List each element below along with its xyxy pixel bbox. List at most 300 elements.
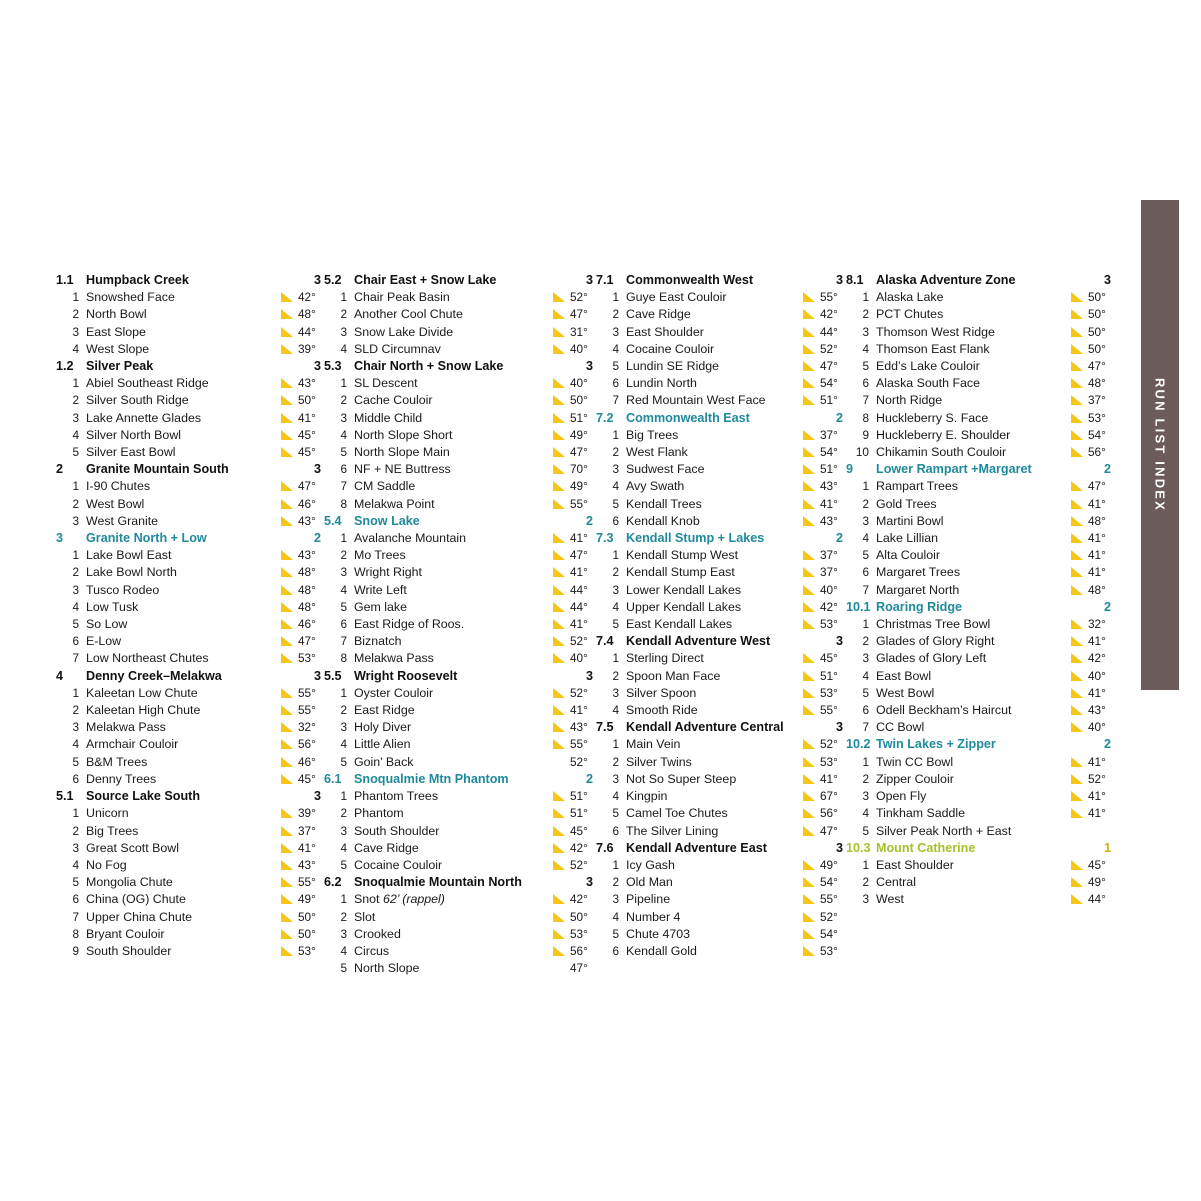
run-name: Alta Couloir — [876, 548, 941, 563]
zone-heading[interactable] — [56, 530, 324, 547]
run-row[interactable] — [56, 341, 324, 358]
run-index: 4 — [340, 737, 347, 752]
run-name: Low Northeast Chutes — [86, 651, 209, 666]
slope-angle-icon — [281, 567, 293, 577]
run-row[interactable] — [324, 719, 596, 736]
zone-number: 9 — [846, 462, 854, 477]
slope-angle-icon — [1071, 395, 1083, 405]
zone-heading[interactable] — [56, 788, 324, 805]
zone-heading[interactable] — [324, 358, 596, 375]
run-angle-value: 41° — [820, 771, 838, 786]
run-row[interactable] — [596, 564, 846, 581]
run-row[interactable] — [596, 599, 846, 616]
run-row[interactable] — [324, 375, 596, 392]
run-row[interactable] — [846, 788, 1114, 805]
run-row[interactable] — [324, 564, 596, 581]
run-row[interactable] — [596, 547, 846, 564]
run-row[interactable] — [56, 564, 324, 581]
run-index: 1 — [612, 548, 619, 563]
run-angle — [268, 341, 324, 358]
run-angle-value: 53° — [298, 943, 316, 958]
run-name: Melakwa Point — [354, 496, 435, 511]
run-index: 1 — [72, 685, 79, 700]
run-row[interactable] — [56, 410, 324, 427]
slope-angle-icon — [553, 739, 565, 749]
run-name: Red Mountain West Face — [626, 393, 766, 408]
run-row[interactable] — [56, 547, 324, 564]
run-name: Big Trees — [626, 427, 679, 442]
run-row[interactable] — [846, 650, 1114, 667]
run-row[interactable] — [596, 943, 846, 960]
slope-angle-icon — [553, 327, 565, 337]
run-row[interactable] — [846, 823, 1114, 840]
zone-heading[interactable] — [846, 736, 1114, 753]
zone-heading[interactable] — [324, 771, 596, 788]
run-row[interactable] — [596, 754, 846, 771]
run-angle-value: 56° — [298, 737, 316, 752]
run-angle-value: 53° — [298, 651, 316, 666]
run-row[interactable] — [596, 289, 846, 306]
run-row[interactable] — [56, 736, 324, 753]
run-row[interactable] — [324, 616, 596, 633]
run-index: 3 — [72, 720, 79, 735]
run-row[interactable] — [56, 633, 324, 650]
run-row[interactable] — [596, 375, 846, 392]
run-row[interactable] — [324, 582, 596, 599]
slope-angle-icon — [281, 481, 293, 491]
run-row[interactable] — [846, 719, 1114, 736]
run-row[interactable] — [324, 599, 596, 616]
slope-angle-icon — [553, 344, 565, 354]
zone-count: 2 — [835, 410, 843, 425]
run-index: 6 — [612, 513, 619, 528]
run-row[interactable] — [56, 616, 324, 633]
run-angle — [268, 444, 324, 461]
run-row[interactable] — [56, 943, 324, 960]
run-name: Phantom Trees — [354, 789, 439, 804]
run-index: 4 — [72, 737, 79, 752]
slope-angle-icon — [803, 292, 815, 302]
run-angle-value: 52° — [820, 737, 838, 752]
zone-heading[interactable] — [56, 272, 324, 289]
run-index: 4 — [340, 427, 347, 442]
run-angle-value: 37° — [820, 548, 838, 563]
run-name: Main Vein — [626, 737, 681, 752]
run-name: Twin CC Bowl — [876, 754, 954, 769]
run-angle-value: 43° — [298, 376, 316, 391]
run-row[interactable] — [324, 461, 596, 478]
slope-angle-icon — [803, 499, 815, 509]
run-row[interactable] — [56, 823, 324, 840]
run-index: 1 — [340, 376, 347, 391]
run-row[interactable] — [324, 478, 596, 495]
run-angle — [540, 909, 596, 926]
run-row[interactable] — [56, 874, 324, 891]
run-angle — [540, 427, 596, 444]
slope-angle-icon — [281, 344, 293, 354]
run-row[interactable] — [846, 324, 1114, 341]
run-row[interactable] — [596, 926, 846, 943]
run-index: 9 — [862, 427, 869, 442]
zone-count: 2 — [835, 531, 843, 546]
run-row[interactable] — [56, 891, 324, 908]
run-row[interactable] — [324, 736, 596, 753]
run-row[interactable] — [846, 392, 1114, 409]
zone-number: 6.1 — [324, 771, 342, 786]
run-angle — [1058, 582, 1114, 599]
run-angle — [268, 771, 324, 788]
run-angle — [1058, 375, 1114, 392]
run-row[interactable] — [324, 685, 596, 702]
run-index: 5 — [340, 445, 347, 460]
run-index: 5 — [72, 617, 79, 632]
run-row[interactable] — [56, 719, 324, 736]
run-row[interactable] — [846, 358, 1114, 375]
zone-count: 3 — [313, 668, 321, 683]
run-name: Mongolia Chute — [86, 875, 173, 890]
run-row[interactable] — [324, 857, 596, 874]
run-row[interactable] — [846, 289, 1114, 306]
run-name: Big Trees — [86, 823, 139, 838]
run-row[interactable] — [324, 427, 596, 444]
run-row[interactable] — [324, 702, 596, 719]
run-row[interactable] — [596, 324, 846, 341]
run-row[interactable] — [846, 410, 1114, 427]
run-row[interactable] — [324, 392, 596, 409]
slope-angle-icon — [553, 567, 565, 577]
run-row[interactable] — [596, 444, 846, 461]
run-row[interactable] — [56, 685, 324, 702]
run-row[interactable] — [846, 582, 1114, 599]
run-angle-value: 46° — [298, 617, 316, 632]
zone-heading[interactable] — [324, 668, 596, 685]
run-index: 1 — [612, 290, 619, 305]
run-row[interactable] — [596, 702, 846, 719]
zone-heading[interactable] — [596, 840, 846, 857]
run-index: 2 — [862, 496, 869, 511]
zone-heading[interactable] — [56, 358, 324, 375]
run-name: Mo Trees — [354, 548, 406, 563]
run-angle-value: 47° — [298, 479, 316, 494]
zone-number: 7.5 — [596, 720, 614, 735]
run-row[interactable] — [56, 306, 324, 323]
zone-heading[interactable] — [846, 599, 1114, 616]
run-name: Glades of Glory Left — [876, 651, 987, 666]
run-row[interactable] — [324, 823, 596, 840]
run-row[interactable] — [56, 857, 324, 874]
run-row[interactable] — [56, 478, 324, 495]
run-index: 1 — [72, 479, 79, 494]
run-row[interactable] — [596, 685, 846, 702]
run-angle — [790, 771, 846, 788]
run-index: 3 — [612, 685, 619, 700]
run-angle — [790, 685, 846, 702]
run-name: Rampart Trees — [876, 479, 958, 494]
run-name: Silver East Bowl — [86, 445, 176, 460]
run-row[interactable] — [324, 943, 596, 960]
run-name: Kendall Gold — [626, 943, 697, 958]
run-row[interactable] — [596, 461, 846, 478]
zone-name: Twin Lakes + Zipper — [876, 737, 996, 752]
run-row[interactable] — [596, 857, 846, 874]
run-angle-value: 50° — [1088, 290, 1106, 305]
run-row[interactable] — [324, 926, 596, 943]
run-row[interactable] — [324, 547, 596, 564]
run-row[interactable] — [846, 444, 1114, 461]
run-index: 8 — [72, 926, 79, 941]
slope-angle-icon — [803, 912, 815, 922]
run-row[interactable] — [56, 392, 324, 409]
index-column — [324, 272, 596, 977]
run-row[interactable] — [846, 874, 1114, 891]
run-row[interactable] — [56, 650, 324, 667]
run-index: 6 — [612, 376, 619, 391]
run-row[interactable] — [846, 633, 1114, 650]
run-row[interactable] — [56, 427, 324, 444]
run-row[interactable] — [56, 909, 324, 926]
zone-heading[interactable] — [324, 513, 596, 530]
run-row[interactable] — [846, 341, 1114, 358]
run-row[interactable] — [324, 341, 596, 358]
run-row[interactable] — [324, 289, 596, 306]
run-row[interactable] — [324, 788, 596, 805]
run-angle — [540, 375, 596, 392]
run-angle-value: 53° — [820, 754, 838, 769]
run-row[interactable] — [324, 805, 596, 822]
run-name: B&M Trees — [86, 754, 148, 769]
run-index: 4 — [862, 531, 869, 546]
run-row[interactable] — [846, 771, 1114, 788]
run-angle-value: 55° — [570, 496, 588, 511]
run-row[interactable] — [596, 392, 846, 409]
zone-heading[interactable] — [324, 272, 596, 289]
run-angle-value: 42° — [570, 840, 588, 855]
run-row[interactable] — [324, 650, 596, 667]
run-row[interactable] — [56, 805, 324, 822]
run-angle-value: 53° — [1088, 410, 1106, 425]
run-name: Avalanche Mountain — [354, 531, 467, 546]
run-row[interactable] — [596, 823, 846, 840]
run-index: 7 — [340, 634, 347, 649]
run-name: Alaska South Face — [876, 376, 981, 391]
run-index: 7 — [862, 720, 869, 735]
run-name: Sterling Direct — [626, 651, 704, 666]
run-row[interactable] — [324, 909, 596, 926]
run-row[interactable] — [596, 891, 846, 908]
run-row[interactable] — [596, 771, 846, 788]
run-row[interactable] — [56, 496, 324, 513]
run-row[interactable] — [596, 736, 846, 753]
run-angle-value: 52° — [570, 754, 588, 769]
run-row[interactable] — [596, 513, 846, 530]
run-row[interactable] — [56, 926, 324, 943]
zone-heading[interactable] — [846, 461, 1114, 478]
slope-angle-icon — [281, 636, 293, 646]
run-angle — [268, 754, 324, 771]
zone-heading[interactable] — [596, 272, 846, 289]
zone-name: Lower Rampart +Margaret — [876, 462, 1032, 477]
run-row[interactable] — [56, 324, 324, 341]
zone-count: 3 — [313, 789, 321, 804]
run-row[interactable] — [324, 496, 596, 513]
run-index: 2 — [340, 806, 347, 821]
run-index: 10 — [855, 445, 869, 460]
zone-count: 2 — [1103, 737, 1111, 752]
run-row[interactable] — [846, 564, 1114, 581]
run-row[interactable] — [596, 496, 846, 513]
run-row[interactable] — [596, 805, 846, 822]
slope-angle-icon — [553, 808, 565, 818]
run-row[interactable] — [324, 324, 596, 341]
run-row[interactable] — [324, 410, 596, 427]
zone-heading[interactable] — [596, 719, 846, 736]
run-row[interactable] — [596, 874, 846, 891]
run-row[interactable] — [56, 375, 324, 392]
run-row[interactable] — [56, 771, 324, 788]
run-row[interactable] — [846, 513, 1114, 530]
run-row[interactable] — [324, 306, 596, 323]
slope-angle-icon — [281, 946, 293, 956]
run-index: 4 — [340, 341, 347, 356]
run-row[interactable] — [56, 444, 324, 461]
run-angle-value: 45° — [570, 823, 588, 838]
run-row[interactable] — [596, 341, 846, 358]
run-angle — [540, 616, 596, 633]
run-name: West Bowl — [876, 685, 935, 700]
run-row[interactable] — [56, 513, 324, 530]
run-angle — [1058, 427, 1114, 444]
run-index: 6 — [340, 617, 347, 632]
zone-heading[interactable] — [596, 410, 846, 427]
run-row[interactable] — [56, 702, 324, 719]
run-angle-value: 47° — [820, 823, 838, 838]
run-row[interactable] — [846, 427, 1114, 444]
run-row[interactable] — [846, 496, 1114, 513]
run-index: 3 — [862, 513, 869, 528]
run-index: 5 — [862, 548, 869, 563]
run-index: 2 — [72, 565, 79, 580]
run-angle — [790, 599, 846, 616]
run-row[interactable] — [324, 891, 596, 908]
run-index: 7 — [612, 393, 619, 408]
run-row[interactable] — [846, 685, 1114, 702]
zone-name: Alaska Adventure Zone — [876, 273, 1016, 287]
run-index: 6 — [862, 376, 869, 391]
slope-angle-icon — [803, 516, 815, 526]
run-row[interactable] — [596, 668, 846, 685]
run-angle — [1058, 857, 1114, 874]
run-row[interactable] — [56, 840, 324, 857]
index-columns — [56, 272, 1131, 977]
run-row[interactable] — [596, 616, 846, 633]
run-angle — [268, 874, 324, 891]
run-name: North Ridge — [876, 393, 943, 408]
run-row[interactable] — [846, 306, 1114, 323]
run-angle — [1058, 324, 1114, 341]
run-row[interactable] — [324, 633, 596, 650]
run-row[interactable] — [324, 960, 596, 977]
zone-count: 3 — [585, 273, 593, 287]
run-row[interactable] — [846, 375, 1114, 392]
zone-heading[interactable] — [596, 633, 846, 650]
run-index: 2 — [862, 307, 869, 322]
run-row[interactable] — [846, 857, 1114, 874]
run-row[interactable] — [846, 668, 1114, 685]
slope-angle-icon — [803, 739, 815, 749]
run-row[interactable] — [56, 599, 324, 616]
slope-angle-icon — [803, 653, 815, 663]
zone-heading[interactable] — [846, 840, 1114, 857]
zone-heading[interactable] — [846, 272, 1114, 289]
run-row[interactable] — [596, 788, 846, 805]
run-row[interactable] — [324, 530, 596, 547]
run-row[interactable] — [846, 805, 1114, 822]
zone-count: 2 — [1103, 599, 1111, 614]
run-name: Kingpin — [626, 789, 668, 804]
run-angle-value: 50° — [1088, 307, 1106, 322]
run-row[interactable] — [846, 754, 1114, 771]
slope-angle-icon — [1071, 309, 1083, 319]
run-angle — [268, 547, 324, 564]
run-row[interactable] — [596, 306, 846, 323]
run-row[interactable] — [324, 754, 596, 771]
run-name: Crooked — [354, 926, 401, 941]
run-row[interactable] — [596, 582, 846, 599]
run-name: Chikamin South Couloir — [876, 445, 1007, 460]
run-angle — [268, 891, 324, 908]
run-row[interactable] — [324, 444, 596, 461]
run-row[interactable] — [324, 840, 596, 857]
zone-number: 5.1 — [56, 789, 74, 804]
slope-angle-icon — [803, 757, 815, 767]
run-name: Cache Couloir — [354, 393, 433, 408]
run-angle-value: 46° — [298, 496, 316, 511]
run-row[interactable] — [846, 530, 1114, 547]
run-row[interactable] — [56, 289, 324, 306]
slope-angle-icon — [553, 705, 565, 715]
run-name: East Kendall Lakes — [626, 617, 733, 632]
slope-angle-icon — [281, 619, 293, 629]
run-row[interactable] — [846, 891, 1114, 908]
zone-heading[interactable] — [56, 668, 324, 685]
run-row[interactable] — [846, 616, 1114, 633]
slope-angle-icon — [1071, 791, 1083, 801]
run-row[interactable] — [846, 547, 1114, 564]
run-row[interactable] — [56, 582, 324, 599]
run-angle-value: 55° — [298, 875, 316, 890]
run-row[interactable] — [846, 702, 1114, 719]
run-row[interactable] — [846, 478, 1114, 495]
slope-angle-icon — [281, 929, 293, 939]
run-row[interactable] — [596, 909, 846, 926]
slope-angle-icon — [553, 912, 565, 922]
run-angle — [790, 754, 846, 771]
zone-heading[interactable] — [56, 461, 324, 478]
run-row[interactable] — [596, 478, 846, 495]
run-index: 4 — [612, 703, 619, 718]
zone-heading[interactable] — [324, 874, 596, 891]
run-row[interactable] — [56, 754, 324, 771]
run-row[interactable] — [596, 650, 846, 667]
run-row[interactable] — [596, 358, 846, 375]
run-angle-value: 41° — [570, 531, 588, 546]
run-angle — [540, 788, 596, 805]
zone-heading[interactable] — [596, 530, 846, 547]
run-row[interactable] — [596, 427, 846, 444]
slope-angle-icon — [1071, 533, 1083, 543]
run-index: 2 — [340, 909, 347, 924]
run-angle — [540, 840, 596, 857]
